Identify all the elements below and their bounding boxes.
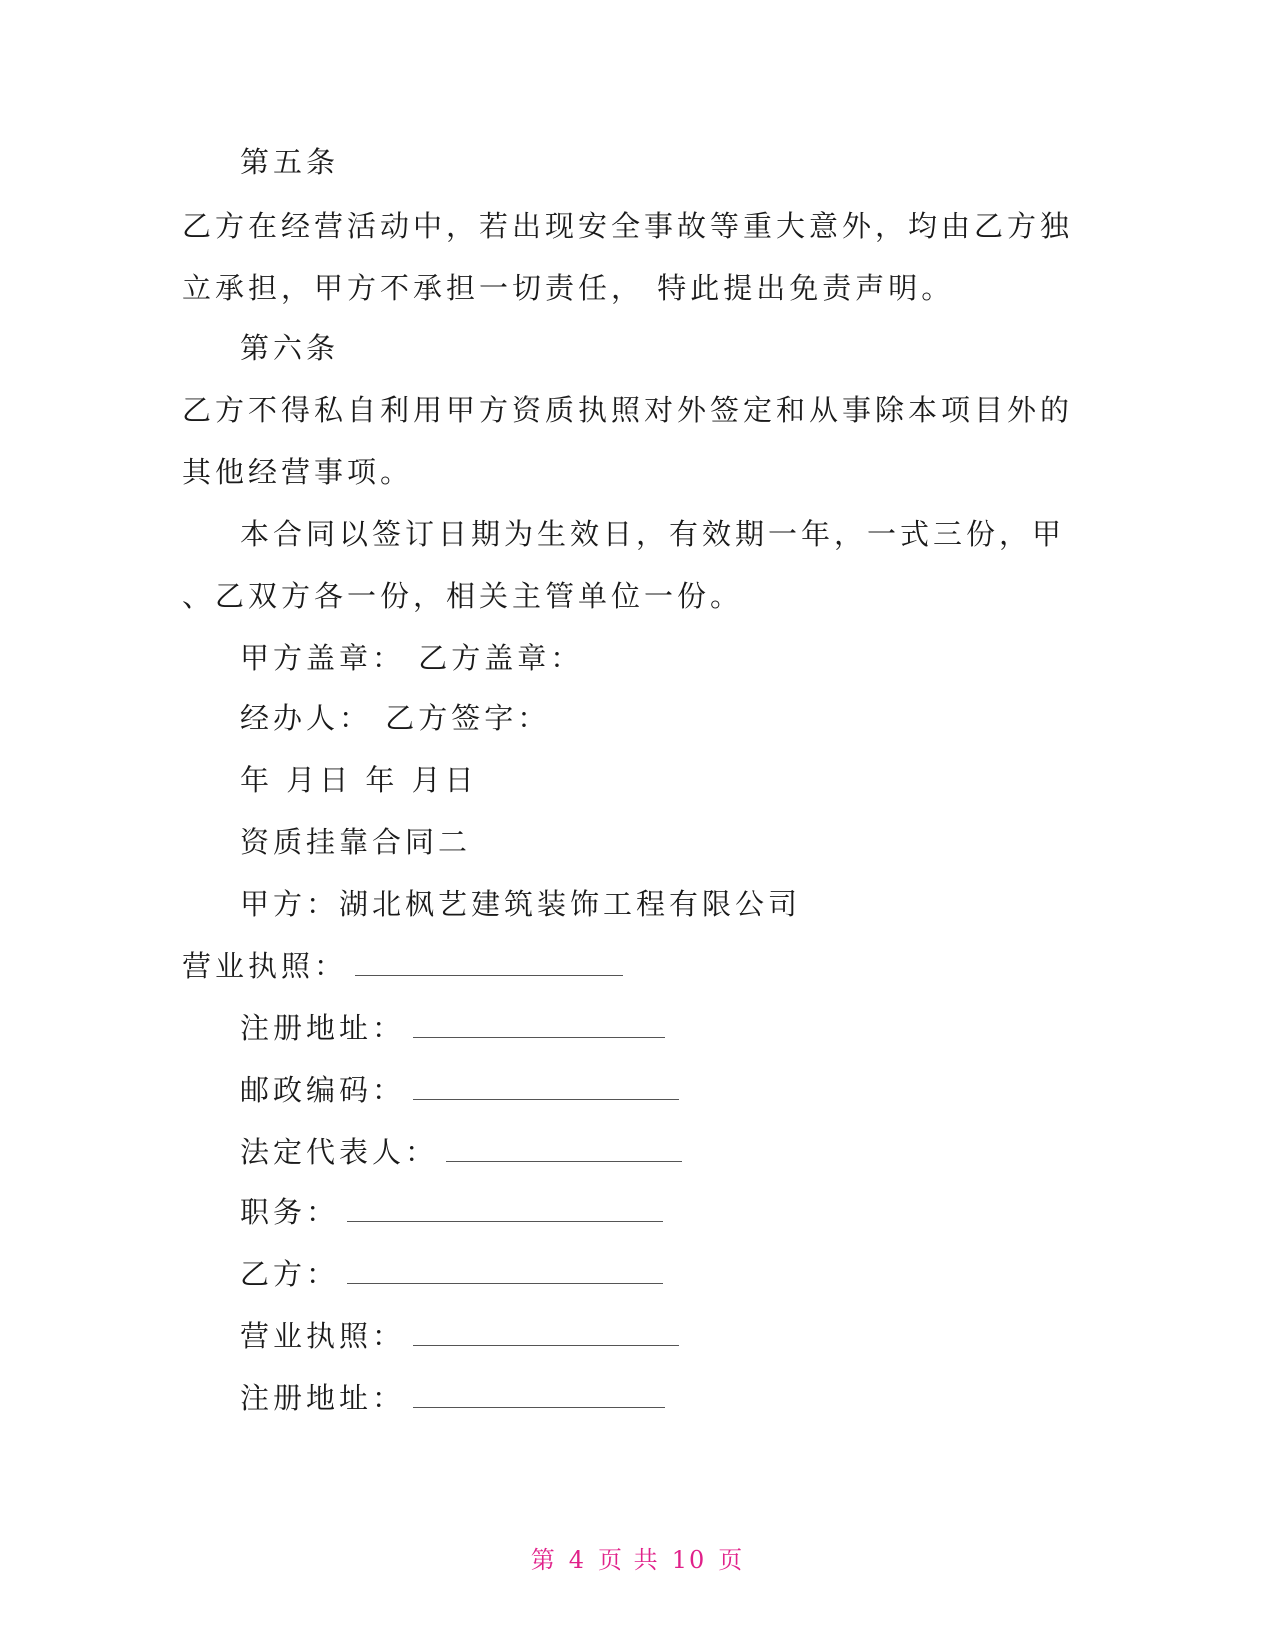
license-a-blank[interactable] xyxy=(355,949,623,976)
license-a-label: 营业执照： xyxy=(182,949,348,983)
party-a-name: 甲方：湖北枫艺建筑装饰工程有限公司 xyxy=(240,887,802,921)
effective-clause-line-2: 、乙双方各一份，相关主管单位一份。 xyxy=(182,579,744,613)
address-b-blank[interactable] xyxy=(413,1381,665,1408)
effective-clause-line-1: 本合同以签订日期为生效日，有效期一年，一式三份，甲 xyxy=(240,517,1066,551)
legal-rep-a-blank[interactable] xyxy=(446,1135,682,1162)
legal-rep-a-label: 法定代表人： xyxy=(240,1135,439,1169)
legal-rep-a-field xyxy=(240,1132,682,1172)
signature-line: 经办人： 乙方签字： xyxy=(240,701,551,735)
contract-2-title: 资质挂靠合同二 xyxy=(240,825,472,859)
address-a-field xyxy=(240,1008,665,1048)
party-b-blank[interactable] xyxy=(347,1257,663,1284)
postcode-a-field xyxy=(240,1070,679,1110)
article-5-text-line-2: 立承担，甲方不承担一切责任， 特此提出免责声明。 xyxy=(182,271,955,305)
footer-page-number: 4 xyxy=(568,1546,587,1574)
address-b-field xyxy=(240,1378,665,1418)
article-6-title: 第六条 xyxy=(240,331,340,365)
article-6-text-line-1: 乙方不得私自利用甲方资质执照对外签定和从事除本项目外的 xyxy=(182,393,1074,427)
position-a-blank[interactable] xyxy=(347,1195,663,1222)
party-b-field xyxy=(240,1254,663,1294)
postcode-a-blank[interactable] xyxy=(413,1073,679,1100)
article-5-text-line-1: 乙方在经营活动中，若出现安全事故等重大意外，均由乙方独 xyxy=(182,209,1074,243)
party-b-label: 乙方： xyxy=(240,1257,340,1291)
footer-total-pages: 10 xyxy=(671,1546,707,1574)
footer-mid: 页 共 xyxy=(598,1546,660,1574)
article-6-text-line-2: 其他经营事项。 xyxy=(182,455,414,489)
page-footer xyxy=(0,1540,1275,1575)
date-line: 年 月日 年 月日 xyxy=(240,763,478,797)
address-b-label: 注册地址： xyxy=(240,1381,406,1415)
seal-line: 甲方盖章： 乙方盖章： xyxy=(240,641,584,675)
footer-suffix: 页 xyxy=(718,1546,745,1574)
license-b-field xyxy=(240,1316,679,1356)
position-a-field xyxy=(240,1192,663,1232)
license-b-label: 营业执照： xyxy=(240,1319,406,1353)
postcode-a-label: 邮政编码： xyxy=(240,1073,406,1107)
license-b-blank[interactable] xyxy=(413,1319,679,1346)
address-a-blank[interactable] xyxy=(413,1011,665,1038)
footer-prefix: 第 xyxy=(530,1546,557,1574)
article-5-title: 第五条 xyxy=(240,145,340,179)
address-a-label: 注册地址： xyxy=(240,1011,406,1045)
license-a-field xyxy=(182,946,623,986)
position-a-label: 职务： xyxy=(240,1195,340,1229)
